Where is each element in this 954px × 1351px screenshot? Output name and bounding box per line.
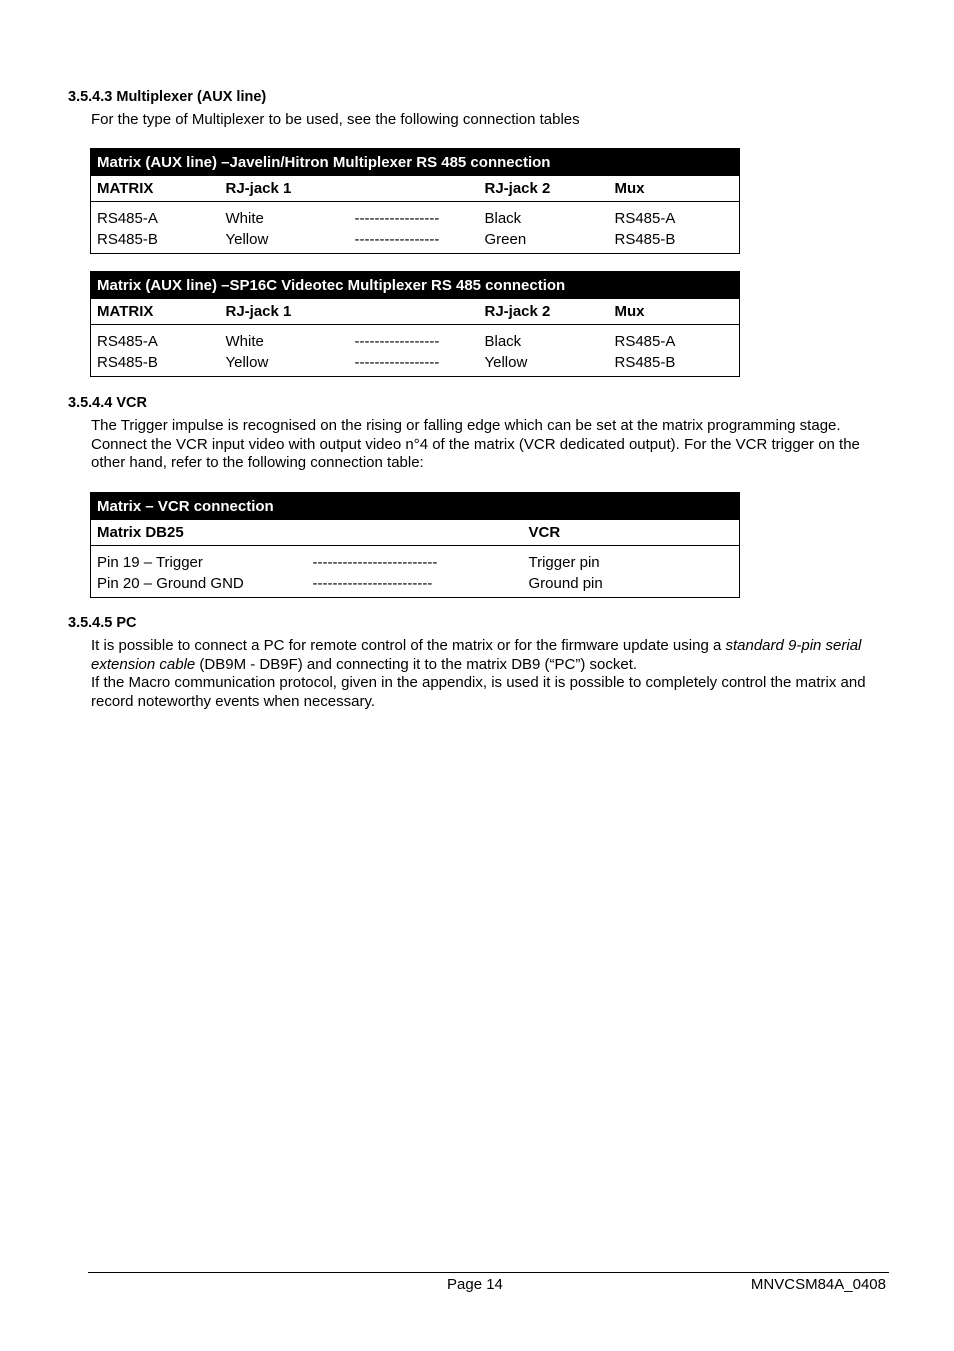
table-cell: Yellow: [225, 230, 269, 248]
table-row: [91, 350, 740, 377]
table-cell: Black: [484, 333, 522, 350]
table-row: [91, 571, 740, 598]
table-cell: Yellow: [484, 353, 528, 371]
table-cell: Trigger pin: [528, 554, 600, 571]
pc-paragraph-1-text-end: (DB9M - DB9F) and connecting it to the matrix DB9 (“PC”) socket.: [195, 655, 638, 673]
table-row: [91, 202, 740, 228]
column-header: RJ-jack 1: [220, 299, 349, 325]
table-cell: -----------------: [354, 230, 440, 248]
table-cell: Pin 19 – Trigger: [97, 554, 203, 571]
column-header: [307, 520, 523, 546]
cable-type-emphasis: standard 9-pin serial extension cable: [91, 637, 862, 673]
table-cell: Green: [484, 230, 527, 248]
table-title: Matrix (AUX line) –SP16C Videotec Multiplexer RS 485 connection: [91, 272, 740, 300]
column-header: MATRIX: [91, 299, 220, 325]
table-cell: White: [225, 210, 264, 227]
vcr-connection-table: [90, 492, 740, 598]
table-cell: RS485-B: [614, 230, 676, 248]
section-heading-pc: 3.5.4.5 PC: [68, 615, 137, 631]
footer-page-number: Page 14: [447, 1276, 503, 1293]
table-cell: -----------------: [354, 333, 440, 350]
table-row: [91, 546, 740, 572]
table-title: Matrix – VCR connection: [91, 493, 740, 521]
javelin-hitron-connection-table: [90, 148, 740, 254]
table-cell: RS485-B: [97, 353, 158, 371]
table-cell: -----------------: [354, 210, 440, 227]
column-header: VCR: [523, 520, 740, 546]
sp16c-videotec-connection-table: [90, 271, 740, 377]
column-header: Matrix DB25: [91, 520, 307, 546]
table-cell: RS485-A: [614, 210, 676, 227]
section-heading-multiplexer: 3.5.4.3 Multiplexer (AUX line): [68, 89, 267, 105]
footer-document-code: MNVCSM84A_0408: [750, 1276, 886, 1293]
column-header: RJ-jack 1: [220, 176, 349, 202]
column-header: RJ-jack 2: [479, 176, 609, 202]
table-cell: RS485-B: [614, 353, 676, 371]
column-header: Mux: [609, 299, 740, 325]
multiplexer-intro: For the type of Multiplexer to be used, see the following connection tables: [91, 111, 580, 128]
table-cell: RS485-A: [97, 333, 158, 350]
table-cell: ------------------------: [312, 574, 433, 592]
table-title: Matrix (AUX line) –Javelin/Hitron Multiplexer RS 485 connection: [91, 149, 740, 177]
table-cell: -------------------------: [312, 554, 438, 571]
table-cell: Ground pin: [528, 574, 603, 592]
section-heading-vcr: 3.5.4.4 VCR: [68, 395, 147, 411]
table-cell: White: [225, 333, 264, 350]
column-header: RJ-jack 2: [479, 299, 609, 325]
table-cell: RS485-A: [97, 210, 158, 227]
table-row: [91, 325, 740, 351]
column-header: MATRIX: [91, 176, 220, 202]
vcr-paragraph: The Trigger impulse is recognised on the rising or falling edge which can be set at the matrix programming stage. Connect the VCR input video with output video n°4 of the matrix (VCR dedicated output). For the VCR trigger on the other hand, refer to the following connection table:: [91, 417, 860, 472]
column-header: Mux: [609, 176, 740, 202]
table-row: [91, 227, 740, 254]
pc-paragraph-1-text: It is possible to connect a PC for remote control of the matrix or for the firmware update using a: [91, 637, 726, 654]
table-cell: Black: [484, 210, 522, 227]
footer-divider: [88, 1272, 889, 1273]
table-cell: RS485-A: [614, 333, 676, 350]
table-cell: -----------------: [354, 353, 440, 371]
column-header: [349, 299, 479, 325]
pc-paragraph-1: [91, 637, 881, 674]
table-cell: Yellow: [225, 353, 269, 371]
pc-paragraph-2: If the Macro communication protocol, given in the appendix, is used it is possible to completely control the matrix and record noteworthy events when necessary.: [91, 674, 866, 710]
column-header: [349, 176, 479, 202]
table-cell: RS485-B: [97, 230, 158, 248]
table-cell: Pin 20 – Ground GND: [97, 574, 244, 592]
